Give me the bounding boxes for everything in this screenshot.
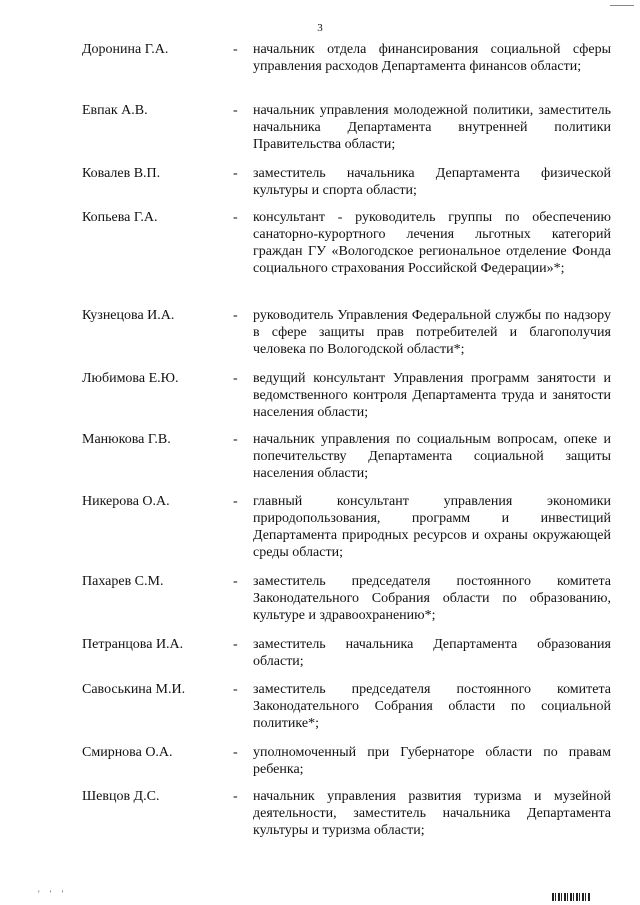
scan-corner-mark <box>610 0 634 6</box>
list-item <box>0 431 640 493</box>
entry-dash: - <box>233 371 238 386</box>
entry-dash: - <box>233 574 238 589</box>
scan-artifact-barcode <box>552 893 590 901</box>
member-position: консультант - руководитель группы по обеспечению санаторно-курортного лечения льготных категорий граждан ГУ «Вологодское региональное отделение Фонда социального страхования Российской Федерации»*; <box>253 210 611 276</box>
list-item <box>0 573 640 636</box>
member-position: заместитель председателя постоянного комитета Законодательного Собрания области по образованию, культуре и здравоохранению*; <box>253 574 611 623</box>
member-name: Пахарев С.М. <box>82 574 164 589</box>
page-number: 3 <box>317 22 323 34</box>
entry-dash: - <box>233 308 238 323</box>
member-position: начальник отдела финансирования социальной сферы управления расходов Департамента финансов области; <box>253 42 611 74</box>
list-item <box>0 102 640 165</box>
member-position: заместитель начальника Департамента образования области; <box>253 637 611 669</box>
entry-dash: - <box>233 637 238 652</box>
entry-dash: - <box>233 432 238 447</box>
member-position: уполномоченный при Губернаторе области по правам ребенка; <box>253 745 611 777</box>
entry-dash: - <box>233 103 238 118</box>
member-name: Любимова Е.Ю. <box>82 371 179 386</box>
list-item <box>0 307 640 370</box>
list-item <box>0 681 640 744</box>
entry-dash: - <box>233 494 238 509</box>
list-item <box>0 165 640 209</box>
scan-artifact-left: ' ' ' <box>38 889 68 899</box>
member-name: Петранцова И.А. <box>82 637 184 652</box>
entry-dash: - <box>233 166 238 181</box>
member-position: заместитель председателя постоянного комитета Законодательного Собрания области по социальной политике*; <box>253 682 611 731</box>
list-item <box>0 636 640 681</box>
entry-dash: - <box>233 42 238 57</box>
member-name: Кузнецова И.А. <box>82 308 175 323</box>
member-name: Никерова О.А. <box>82 494 170 509</box>
member-position: начальник управления молодежной политики, заместитель начальника Департамента внутренней политики Правительства области; <box>253 103 611 152</box>
member-name: Манюкова Г.В. <box>82 432 171 447</box>
member-name: Ковалев В.П. <box>82 166 161 181</box>
member-name: Смирнова О.А. <box>82 745 173 760</box>
member-position: главный консультант управления экономики природопользования, программ и инвестиций Департамента природных ресурсов и охраны окружающей среды области; <box>253 494 611 560</box>
entry-dash: - <box>233 210 238 225</box>
member-name: Доронина Г.А. <box>82 42 169 57</box>
list-item <box>0 41 640 102</box>
list-item <box>0 744 640 788</box>
list-item <box>0 493 640 573</box>
member-position: начальник управления по социальным вопросам, опеке и попечительству Департамента социальной защиты населения области; <box>253 432 611 481</box>
member-list <box>0 41 640 850</box>
entry-dash: - <box>233 745 238 760</box>
member-name: Копьева Г.А. <box>82 210 158 225</box>
member-name: Савоськина М.И. <box>82 682 186 697</box>
list-item <box>0 788 640 850</box>
member-name: Евпак А.В. <box>82 103 148 118</box>
entry-dash: - <box>233 682 238 697</box>
list-item <box>0 370 640 431</box>
entry-dash: - <box>233 789 238 804</box>
member-position: начальник управления развития туризма и музейной деятельности, заместитель начальника Департамента культуры и туризма области; <box>253 789 611 838</box>
list-item <box>0 209 640 307</box>
member-name: Шевцов Д.С. <box>82 789 160 804</box>
member-position: руководитель Управления Федеральной службы по надзору в сфере защиты прав потребителей и благополучия человека по Вологодской области*; <box>253 308 611 357</box>
member-position: заместитель начальника Департамента физической культуры и спорта области; <box>253 166 611 198</box>
member-position: ведущий консультант Управления программ занятости и ведомственного контроля Департамента труда и занятости населения области; <box>253 371 611 420</box>
